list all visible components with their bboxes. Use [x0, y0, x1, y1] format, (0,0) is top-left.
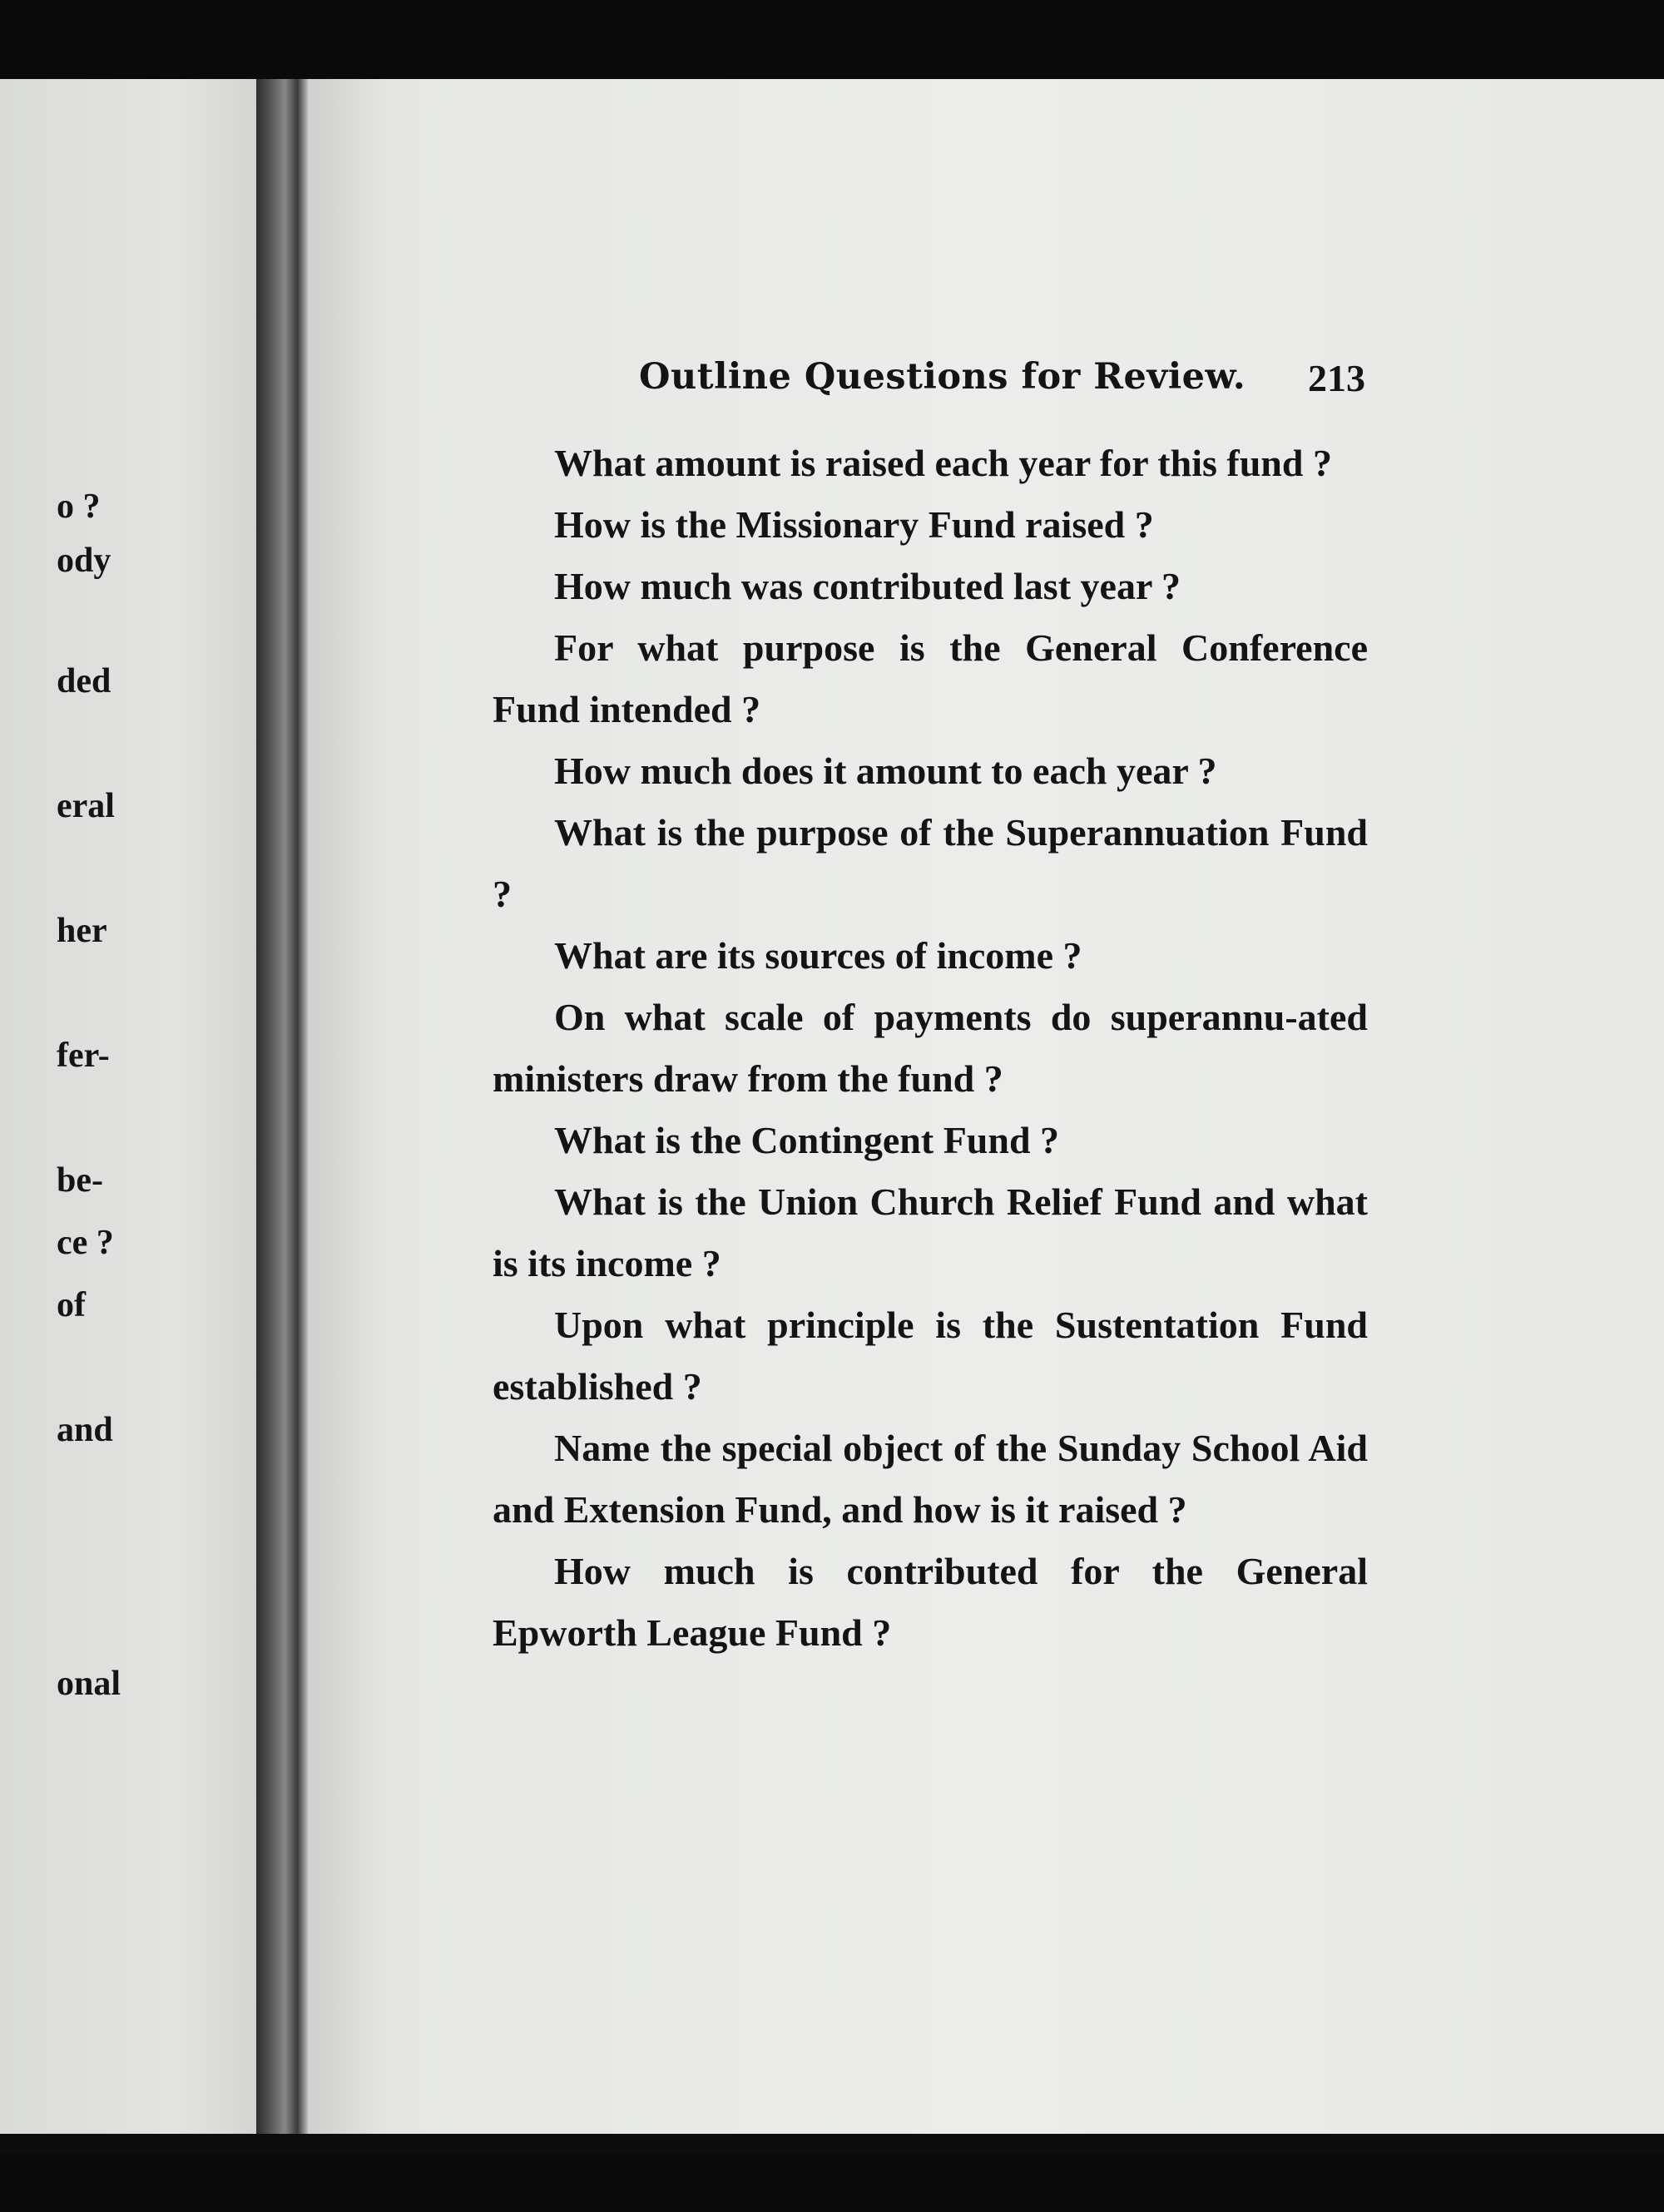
left-page-fragment: and	[57, 1411, 113, 1449]
question-paragraph: What is the Union Church Relief Fund and what is its income ?	[493, 1180, 1368, 1284]
left-page-fragment: be-	[57, 1161, 103, 1200]
question-paragraph: What amount is raised each year for this fund ?	[554, 442, 1332, 484]
left-page	[0, 79, 291, 2134]
question-paragraph: For what purpose is the General Conference Fund intended ?	[493, 626, 1368, 730]
scanner-border-bottom	[0, 2154, 1664, 2212]
question-paragraph: How much was contributed last year ?	[554, 565, 1181, 607]
question-paragraph: What are its sources of income ?	[554, 934, 1082, 977]
left-page-fragment: ce ?	[57, 1224, 114, 1262]
page-number: 213	[1308, 357, 1365, 399]
question-paragraph: On what scale of payments do superannu-ated ministers draw from the fund ?	[493, 996, 1368, 1100]
scanner-border-top	[0, 0, 1664, 79]
running-head-title: Outline Questions for Review.	[639, 356, 1246, 398]
left-page-fragment: ody	[57, 542, 111, 580]
question-paragraph: Name the special object of the Sunday School Aid and Extension Fund, and how is it raised ?	[493, 1427, 1368, 1531]
left-page-fragment: her	[57, 912, 107, 950]
question-paragraph: How much does it amount to each year ?	[554, 750, 1217, 792]
question-paragraph: How much is contributed for the General Epworth League Fund ?	[493, 1550, 1368, 1654]
book-gutter	[256, 79, 308, 2134]
question-paragraph: How is the Missionary Fund raised ?	[554, 503, 1154, 546]
left-page-fragment: ded	[57, 662, 111, 700]
left-page-fragment: o ?	[57, 487, 101, 526]
left-page-fragment: eral	[57, 787, 115, 825]
question-paragraph: Upon what principle is the Sustentation Fund established ?	[493, 1304, 1368, 1408]
question-paragraph: What is the Contingent Fund ?	[554, 1119, 1060, 1161]
question-paragraph: What is the purpose of the Superannuation Fund ?	[493, 811, 1368, 915]
left-page-fragment: fer-	[57, 1037, 110, 1075]
question-list	[493, 433, 1368, 1664]
left-page-fragment: onal	[57, 1665, 121, 1703]
left-page-fragment: of	[57, 1286, 86, 1324]
